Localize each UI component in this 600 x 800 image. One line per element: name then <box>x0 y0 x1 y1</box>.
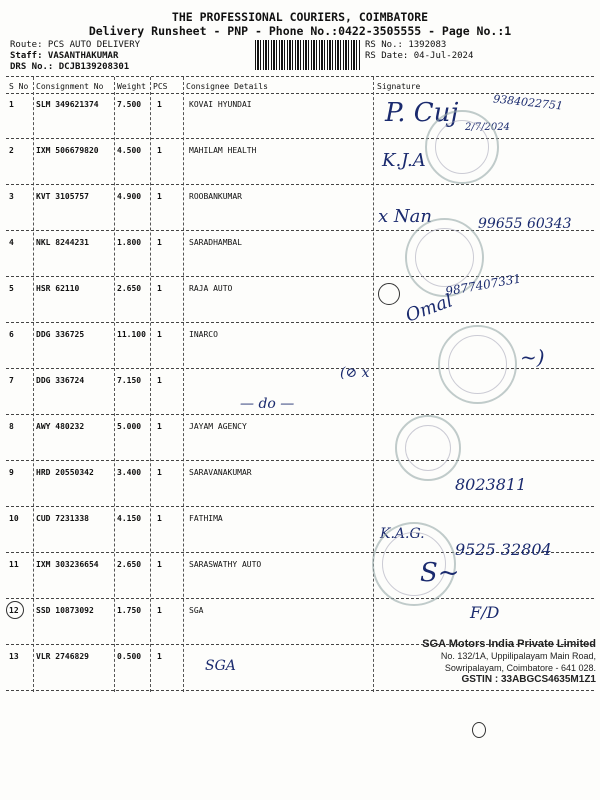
handwritten-signature: K.J.A <box>382 150 426 171</box>
cell-weight: 5.000 <box>117 422 142 431</box>
cell-weight: 4.150 <box>117 514 142 523</box>
cell-weight: 0.500 <box>117 652 142 661</box>
sga-address-stamp <box>400 638 596 686</box>
cell-consignee: MAHILAM HEALTH <box>189 146 257 155</box>
cell-pcs: 1 <box>157 560 162 569</box>
handwritten-phone: 9384022751 <box>492 92 564 113</box>
company-title: THE PROFESSIONAL COURIERS, COIMBATORE <box>171 10 429 24</box>
cell-consignment: VLR 2746829 <box>36 652 89 661</box>
cell-sno: 12 <box>9 606 19 615</box>
company-seal <box>395 415 461 481</box>
row-divider <box>6 598 594 599</box>
cell-sno: 7 <box>9 376 14 385</box>
company-seal <box>425 110 499 184</box>
barcode-image <box>255 40 360 70</box>
handwritten-date: 2/7/2024 <box>465 122 510 133</box>
table-bottom-rule <box>6 690 594 691</box>
cell-sno: 13 <box>9 652 19 661</box>
cell-consignee: INARCO <box>189 330 218 339</box>
cell-pcs: 1 <box>157 284 162 293</box>
col-header-weight: Weight <box>117 82 146 91</box>
sga-address-line: Sowripalayam, Coimbatore - 641 028. <box>444 663 596 673</box>
cell-sno: 11 <box>9 560 19 569</box>
cell-consignment: DDG 336725 <box>36 330 85 339</box>
cell-weight: 3.400 <box>117 468 142 477</box>
handwritten-note: F/D <box>470 603 500 622</box>
signature-mark: K.A.G. <box>380 526 425 542</box>
runsheet-title: Delivery Runsheet - PNP - Phone No.:0422-3505555 - Page No.:1 <box>88 24 512 38</box>
staff-label: Staff: VASANTHAKUMAR <box>10 51 119 61</box>
cell-weight: 11.100 <box>117 330 146 339</box>
cell-consignee: FATHIMA <box>189 514 223 523</box>
row-divider <box>6 414 594 415</box>
cell-weight: 2.650 <box>117 560 142 569</box>
cell-consignment: AWY 480232 <box>36 422 85 431</box>
col-header-consignee: Consignee Details <box>186 82 268 91</box>
route-label: Route: PCS AUTO DELIVERY <box>10 40 141 50</box>
cell-weight: 4.900 <box>117 192 142 201</box>
sga-company-name: SGA Motors India Private Limited <box>422 638 596 650</box>
rs-number: RS No.: 1392083 <box>365 40 447 50</box>
cell-pcs: 1 <box>157 146 162 155</box>
signature-mark: Omal <box>402 290 456 327</box>
cell-consignee: RAJA AUTO <box>189 284 233 293</box>
cell-consignee: KOVAI HYUNDAI <box>189 100 252 109</box>
cell-sno: 2 <box>9 146 14 155</box>
cell-weight: 2.650 <box>117 284 142 293</box>
cell-consignment: IXM 506679820 <box>36 146 99 155</box>
cell-sno: 4 <box>9 238 14 247</box>
ditto-mark: — do — <box>240 396 295 412</box>
cell-sno: 10 <box>9 514 19 523</box>
cell-weight: 1.750 <box>117 606 142 615</box>
cell-pcs: 1 <box>157 422 162 431</box>
sga-gstin: GSTIN : 33ABGCS4635M1Z1 <box>461 674 596 685</box>
signature-mark: ~) <box>520 345 545 369</box>
company-seal <box>438 325 517 404</box>
col-header-consignment: Consignment No <box>36 82 104 91</box>
cell-pcs: 1 <box>157 376 162 385</box>
sga-address-line: No. 132/1A, Uppilipalayam Main Road, <box>440 651 596 661</box>
cell-weight: 1.800 <box>117 238 142 247</box>
cell-consignment: DDG 336724 <box>36 376 85 385</box>
cell-pcs: 1 <box>157 100 162 109</box>
cell-consignment: HRD 20550342 <box>36 468 94 477</box>
cell-consignee: SARASWATHY AUTO <box>189 560 262 569</box>
rs-date: RS Date: 04-Jul-2024 <box>365 51 474 61</box>
col-header-pcs: PCS <box>153 82 168 91</box>
cell-weight: 4.500 <box>117 146 142 155</box>
handwritten-phone: 99655 60343 <box>478 216 572 232</box>
cell-consignee: SARADHAMBAL <box>189 238 242 247</box>
row-divider <box>6 460 594 461</box>
row-divider <box>6 138 594 139</box>
cell-sno: 6 <box>9 330 14 339</box>
row-divider <box>6 184 594 185</box>
cell-consignment: CUD 7231338 <box>36 514 89 523</box>
cell-consignment: HSR 62110 <box>36 284 80 293</box>
signature-mark: x Nan <box>378 206 432 227</box>
handwritten-note: SGA <box>205 658 236 674</box>
cell-consignment: NKL 8244231 <box>36 238 89 247</box>
cell-sno: 9 <box>9 468 14 477</box>
col-divider <box>33 77 34 692</box>
cell-pcs: 1 <box>157 652 162 661</box>
cell-consignment: IXM 303236654 <box>36 560 99 569</box>
cell-pcs: 1 <box>157 330 162 339</box>
cell-consignment: SSD 10873092 <box>36 606 94 615</box>
col-divider <box>114 77 115 692</box>
cell-sno: 3 <box>9 192 14 201</box>
col-divider <box>183 77 184 692</box>
circle-mark <box>472 722 486 738</box>
circle-mark <box>6 601 24 619</box>
cell-sno: 8 <box>9 422 14 431</box>
col-divider <box>373 77 374 692</box>
cell-consignee: SARAVANAKUMAR <box>189 468 252 477</box>
cell-consignment: SLM 349621374 <box>36 100 99 109</box>
header-top-rule <box>6 76 594 77</box>
circle-mark <box>378 283 400 305</box>
handwritten-number: 8023811 <box>455 475 527 494</box>
col-header-signature: Signature <box>377 82 421 91</box>
cell-pcs: 1 <box>157 238 162 247</box>
cell-sno: 5 <box>9 284 14 293</box>
cell-consignment: KVT 3105757 <box>36 192 89 201</box>
signature-mark: (⊘ x <box>340 365 370 381</box>
cell-consignee: JAYAM AGENCY <box>189 422 247 431</box>
signature-mark: P. Cuj <box>385 98 459 128</box>
signature-mark: S~ <box>420 558 460 588</box>
cell-weight: 7.150 <box>117 376 142 385</box>
col-header-sno: S No <box>9 82 29 91</box>
col-divider <box>150 77 151 692</box>
cell-pcs: 1 <box>157 606 162 615</box>
cell-pcs: 1 <box>157 192 162 201</box>
cell-weight: 7.500 <box>117 100 142 109</box>
cell-consignee: SGA <box>189 606 204 615</box>
handwritten-number: 9877407331 <box>444 271 522 299</box>
cell-consignee: ROOBANKUMAR <box>189 192 242 201</box>
cell-pcs: 1 <box>157 514 162 523</box>
drs-label: DRS No.: DCJB139208301 <box>10 62 130 72</box>
handwritten-phone: 9525 32804 <box>455 540 552 559</box>
row-divider <box>6 322 594 323</box>
cell-pcs: 1 <box>157 468 162 477</box>
cell-sno: 1 <box>9 100 14 109</box>
row-divider <box>6 506 594 507</box>
